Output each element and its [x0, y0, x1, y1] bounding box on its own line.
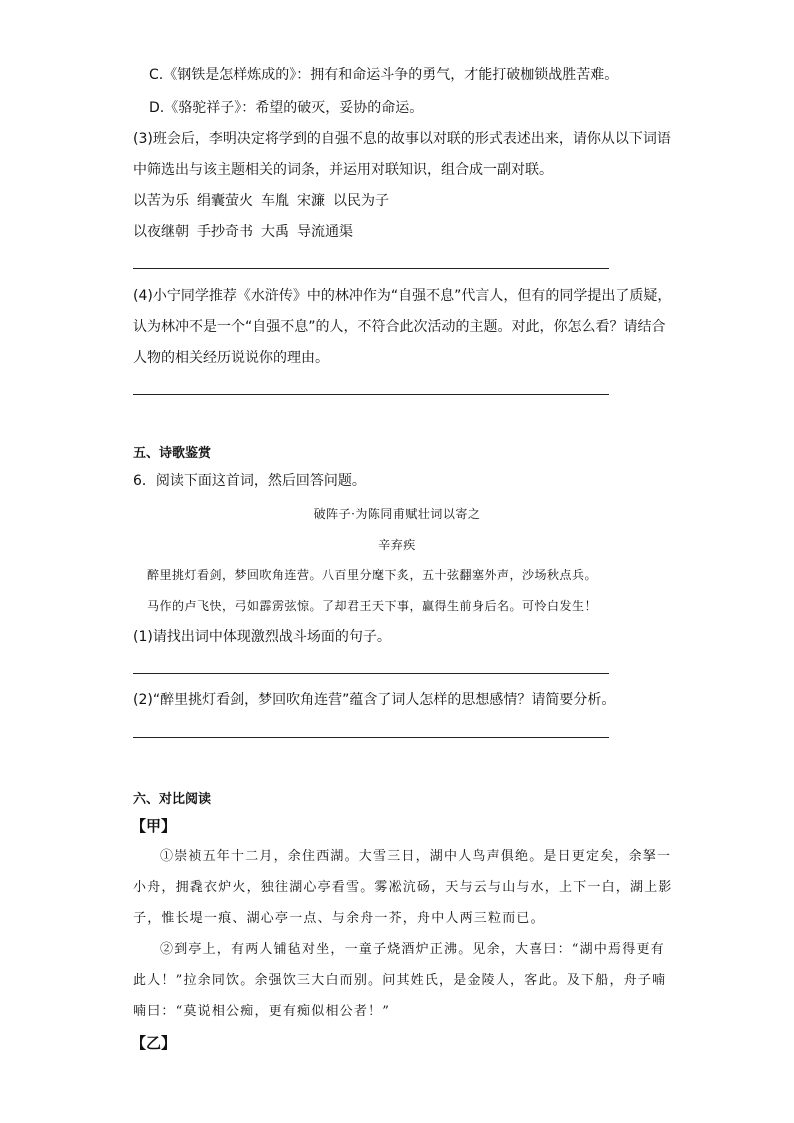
poem-line1: 醉里挑灯看剑，梦回吹角连营。八百里分麾下炙，五十弦翻塞外声，沙场秋点兵。: [147, 568, 598, 582]
poem-title: 破阵子·为陈同甫赋壮词以寄之: [313, 507, 481, 521]
passage-yi-label: 【乙】: [131, 1034, 177, 1052]
word-item: 手抄奇书: [197, 224, 253, 240]
word-item: 大禹: [261, 224, 289, 240]
word-list-row1: [133, 192, 397, 210]
passage-jia-p2-line2: 此人！”拉余同饮。余强饮三大白而别。问其姓氏，是金陵人，客此。及下船，舟子喃: [133, 973, 667, 988]
word-item: 以苦为乐: [133, 193, 189, 209]
word-item: 以夜继朝: [133, 224, 189, 240]
word-item: 以民为子: [333, 193, 389, 209]
answer-line-q5-4[interactable]: [133, 394, 609, 395]
option-d: D.《骆驼祥子》：希望的破灭，妥协的命运。: [149, 100, 424, 116]
passage-jia-p2-line3: 喃曰：“莫说相公痴，更有痴似相公者！”: [133, 1004, 391, 1019]
option-c: C.《钢铁是怎样炼成的》：拥有和命运斗争的勇气，才能打破枷锁战胜苦难。: [149, 67, 619, 83]
answer-line-q5-3[interactable]: [133, 268, 609, 269]
q6-1-text: (1)请找出词中体现激烈战斗场面的句子。: [133, 629, 391, 645]
word-item: 车胤: [261, 193, 289, 209]
word-item: 导流通渠: [297, 224, 353, 240]
q5-4-text-line3: 人物的相关经历说说你的理由。: [133, 350, 329, 366]
answer-line-q6-1[interactable]: [133, 673, 609, 674]
q6-2-text: (2)“醉里挑灯看剑，梦回吹角连营”蕴含了词人怎样的思想感情？请简要分析。: [133, 692, 616, 708]
word-item: 宋濂: [297, 193, 325, 209]
passage-jia-p1-line2: 小舟，拥毳衣炉火，独往湖心亭看雪。雾凇沆砀，天与云与山与水，上下一白，湖上影: [133, 880, 673, 895]
word-list-row2: [133, 223, 361, 241]
q5-4-text-line2: 认为林冲不是一个“自强不息”的人，不符合此次活动的主题。对此，你怎么看？请结合: [133, 319, 666, 335]
poem-author: 辛弃疾: [378, 538, 416, 552]
answer-line-q6-2[interactable]: [133, 737, 609, 738]
passage-jia-p2-line1: ②到亭上，有两人铺毡对坐，一童子烧酒炉正沸。见余，大喜曰：“湖中焉得更有: [160, 942, 665, 957]
passage-jia-p1-line3: 子，惟长堤一痕、湖心亭一点、与余舟一芥，舟中人两三粒而已。: [133, 911, 545, 926]
q5-3-text-line2: 中筛选出与该主题相关的词条，并运用对联知识，组合成一副对联。: [133, 162, 553, 178]
passage-jia-p1-line1: ①崇祯五年十二月，余住西湖。大雪三日，湖中人鸟声俱绝。是日更定矣，余拏一: [160, 849, 672, 864]
q5-4-text-line1: (4)小宁同学推荐《水浒传》中的林冲作为“自强不息”代言人，但有的同学提出了质疑，: [133, 288, 672, 304]
passage-jia-label: 【甲】: [131, 817, 177, 835]
section6-heading: 六、对比阅读: [133, 792, 212, 807]
poem-line2: 马作的卢飞快，弓如霹雳弦惊。了却君王天下事，赢得生前身后名。可怜白发生！: [147, 599, 598, 613]
q6-prompt: 6．阅读下面这首词，然后回答问题。: [133, 473, 366, 489]
section5-heading: 五、诗歌鉴赏: [133, 446, 212, 461]
q5-3-text-line1: (3)班会后，李明决定将学到的自强不息的故事以对联的形式表述出来，请你从以下词语: [133, 131, 671, 147]
word-item: 绢囊萤火: [197, 193, 253, 209]
